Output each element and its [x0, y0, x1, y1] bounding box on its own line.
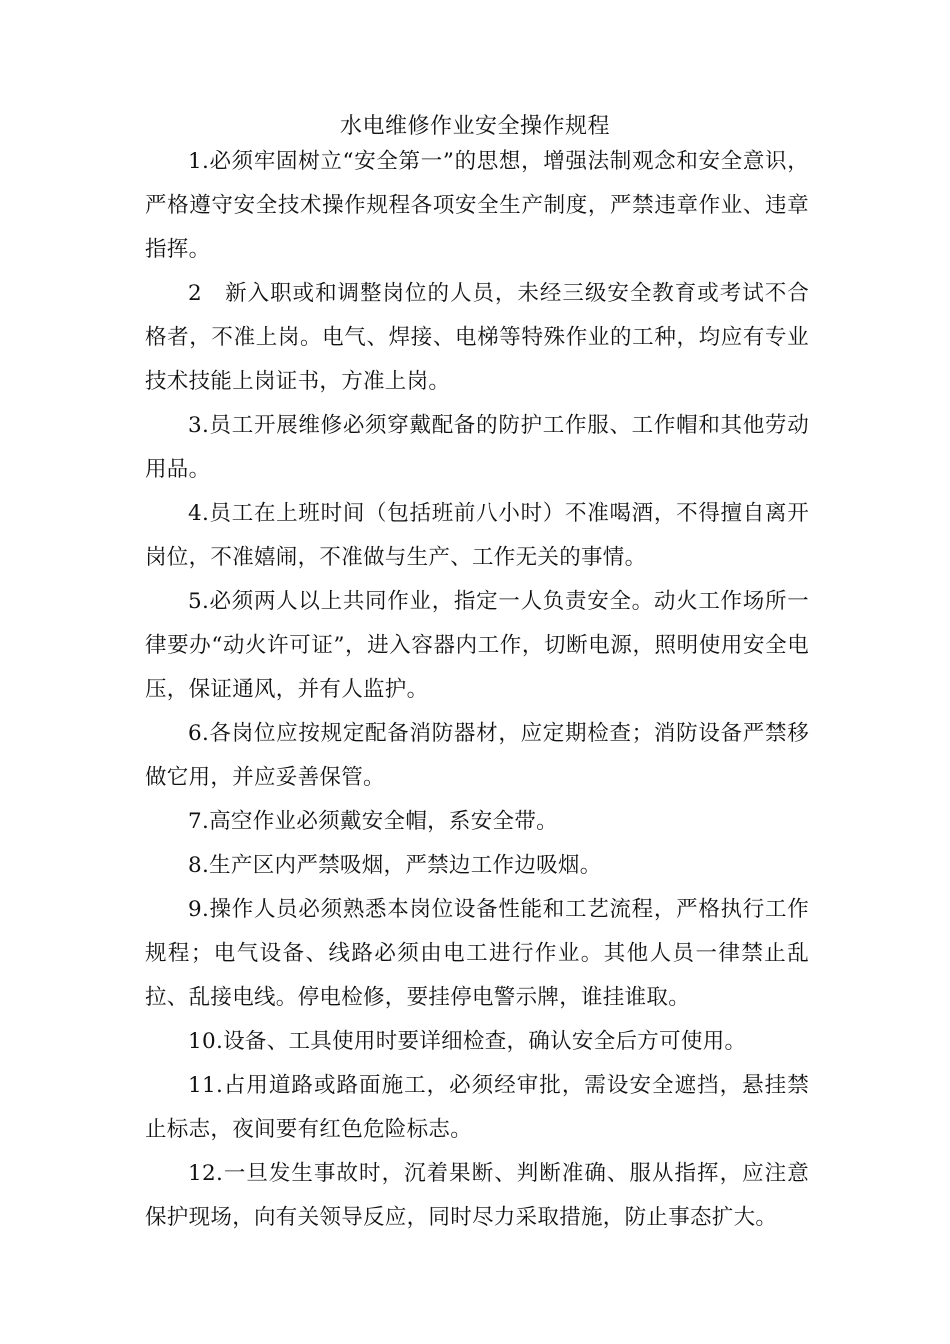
rule-paragraph-2: 2 新入职或和调整岗位的人员，未经三级安全教育或考试不合格者，不准上岗。电气、焊接、电梯等特殊作业的工种，均应有专业技术技能上岗证书，方准上岗。: [145, 281, 809, 394]
rule-paragraph-12: 12.一旦发生事故时，沉着果断、判断准确、服从指挥，应注意保护现场，向有关领导反应，同时尽力采取措施，防止事态扩大。: [145, 1161, 809, 1230]
rule-paragraph-1: 1.必须牢固树立“安全第一”的思想，增强法制观念和安全意识，严格遵守安全技术操作规程各项安全生产制度，严禁违章作业、违章指挥。: [145, 149, 809, 262]
rule-paragraph-5: 5.必须两人以上共同作业，指定一人负责安全。动火工作场所一律要办“动火许可证”，进入容器内工作，切断电源，照明使用安全电压，保证通风，并有人监护。: [145, 589, 809, 702]
rule-paragraph-7: 7.高空作业必须戴安全帽，系安全带。: [188, 809, 558, 834]
rule-paragraph-9: 9.操作人员必须熟悉本岗位设备性能和工艺流程，严格执行工作规程；电气设备、线路必须由电工进行作业。其他人员一律禁止乱拉、乱接电线。停电检修，要挂停电警示牌，谁挂谁取。: [145, 897, 809, 1010]
document-title: 水电维修作业安全操作规程: [339, 114, 610, 139]
rule-paragraph-3: 3.员工开展维修必须穿戴配备的防护工作服、工作帽和其他劳动用品。: [145, 413, 809, 482]
rule-paragraph-4: 4.员工在上班时间（包括班前八小时）不准喝酒，不得擅自离开岗位，不准嬉闹，不准做与生产、工作无关的事情。: [145, 501, 809, 570]
document-body: [145, 140, 809, 1240]
rule-paragraph-6: 6.各岗位应按规定配备消防器材，应定期检查；消防设备严禁移做它用，并应妥善保管。: [145, 721, 809, 790]
rule-paragraph-10: 10.设备、工具使用时要详细检查，确认安全后方可使用。: [188, 1029, 747, 1054]
rule-paragraph-11: 11.占用道路或路面施工，必须经审批，需设安全遮挡，悬挂禁止标志，夜间要有红色危险标志。: [145, 1073, 809, 1142]
rule-paragraph-8: 8.生产区内严禁吸烟，严禁边工作边吸烟。: [188, 853, 602, 878]
